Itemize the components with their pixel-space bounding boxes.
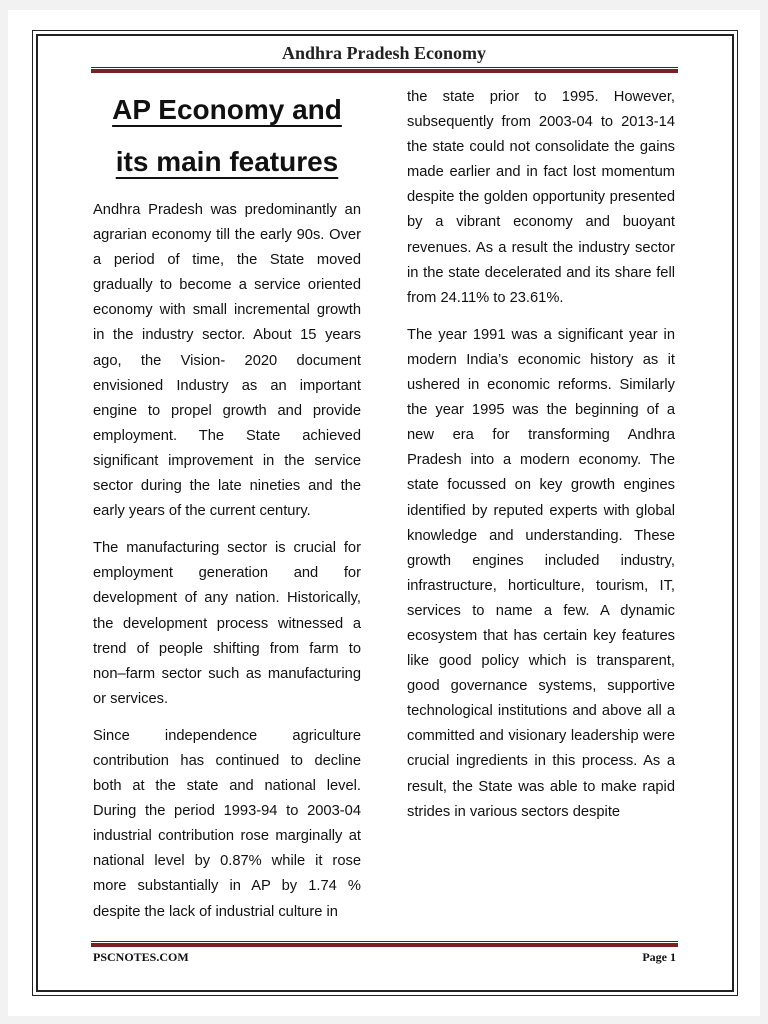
- paragraph: The manufacturing sector is crucial for employment generation and for development of any nation. Historically, the development process witnessed a trend of people shifting from farm to non–farm sector such as manufacturing or services.: [93, 540, 361, 707]
- left-column: [93, 198, 361, 937]
- paragraph: The year 1991 was a significant year in modern India’s economic history as it ushered in economic reforms. Similarly the year 1995 was the beginning of a new era for transforming Andhra Pradesh into a modern economy. The state focussed on key growth engines identified by reputed experts with global knowledge and understanding. These growth engines included industry, infrastructure, horticulture, tourism, IT, services to name a few. A dynamic ecosystem that has certain key features like good policy which is transparent, good governance systems, supportive technological institutions and above all a committed and visionary leadership were crucial ingredients in this process. As a result, the State was able to make rapid strides in various sectors despite: [407, 326, 675, 820]
- header-title: Andhra Pradesh Economy: [281, 43, 487, 63]
- paragraph: Since independence agriculture contribution has continued to decline both at the state and national level. During the period 1993-94 to 2003-04 industrial contribution rose marginally at national level by 0.87% while it rose more substantially in AP by 1.74 % despite the lack of industrial culture in: [93, 727, 361, 920]
- right-column: [407, 85, 675, 837]
- article-title-line-1: AP Economy and: [112, 94, 342, 125]
- article-title: [93, 84, 361, 188]
- header-rule: [91, 67, 678, 73]
- paragraph: Andhra Pradesh was predominantly an agrarian economy till the early 90s. Over a period of time, the State moved gradually to become a service oriented economy with small incremental growth in the industry sector. About 15 years ago, the Vision- 2020 document envisioned Industry as an important engine to propel growth and provide employment. The State achieved significant improvement in the service sector during the late nineties and the early years of the current century.: [93, 202, 361, 520]
- paragraph: the state prior to 1995. However, subsequently from 2003-04 to 2013-14 the state could not consolidate the gains made earlier and in fact lost momentum despite the golden opportunity presented by a vibrant economy and buoyant revenues. As a result the industry sector in the state decelerated and its share fell from 24.11% to 23.61%.: [407, 89, 675, 306]
- footer-rule: [91, 941, 678, 947]
- footer-site: PSCNOTES.COM: [93, 950, 189, 964]
- footer-page-number: Page 1: [642, 950, 676, 964]
- article-title-line-2: its main features: [115, 146, 339, 177]
